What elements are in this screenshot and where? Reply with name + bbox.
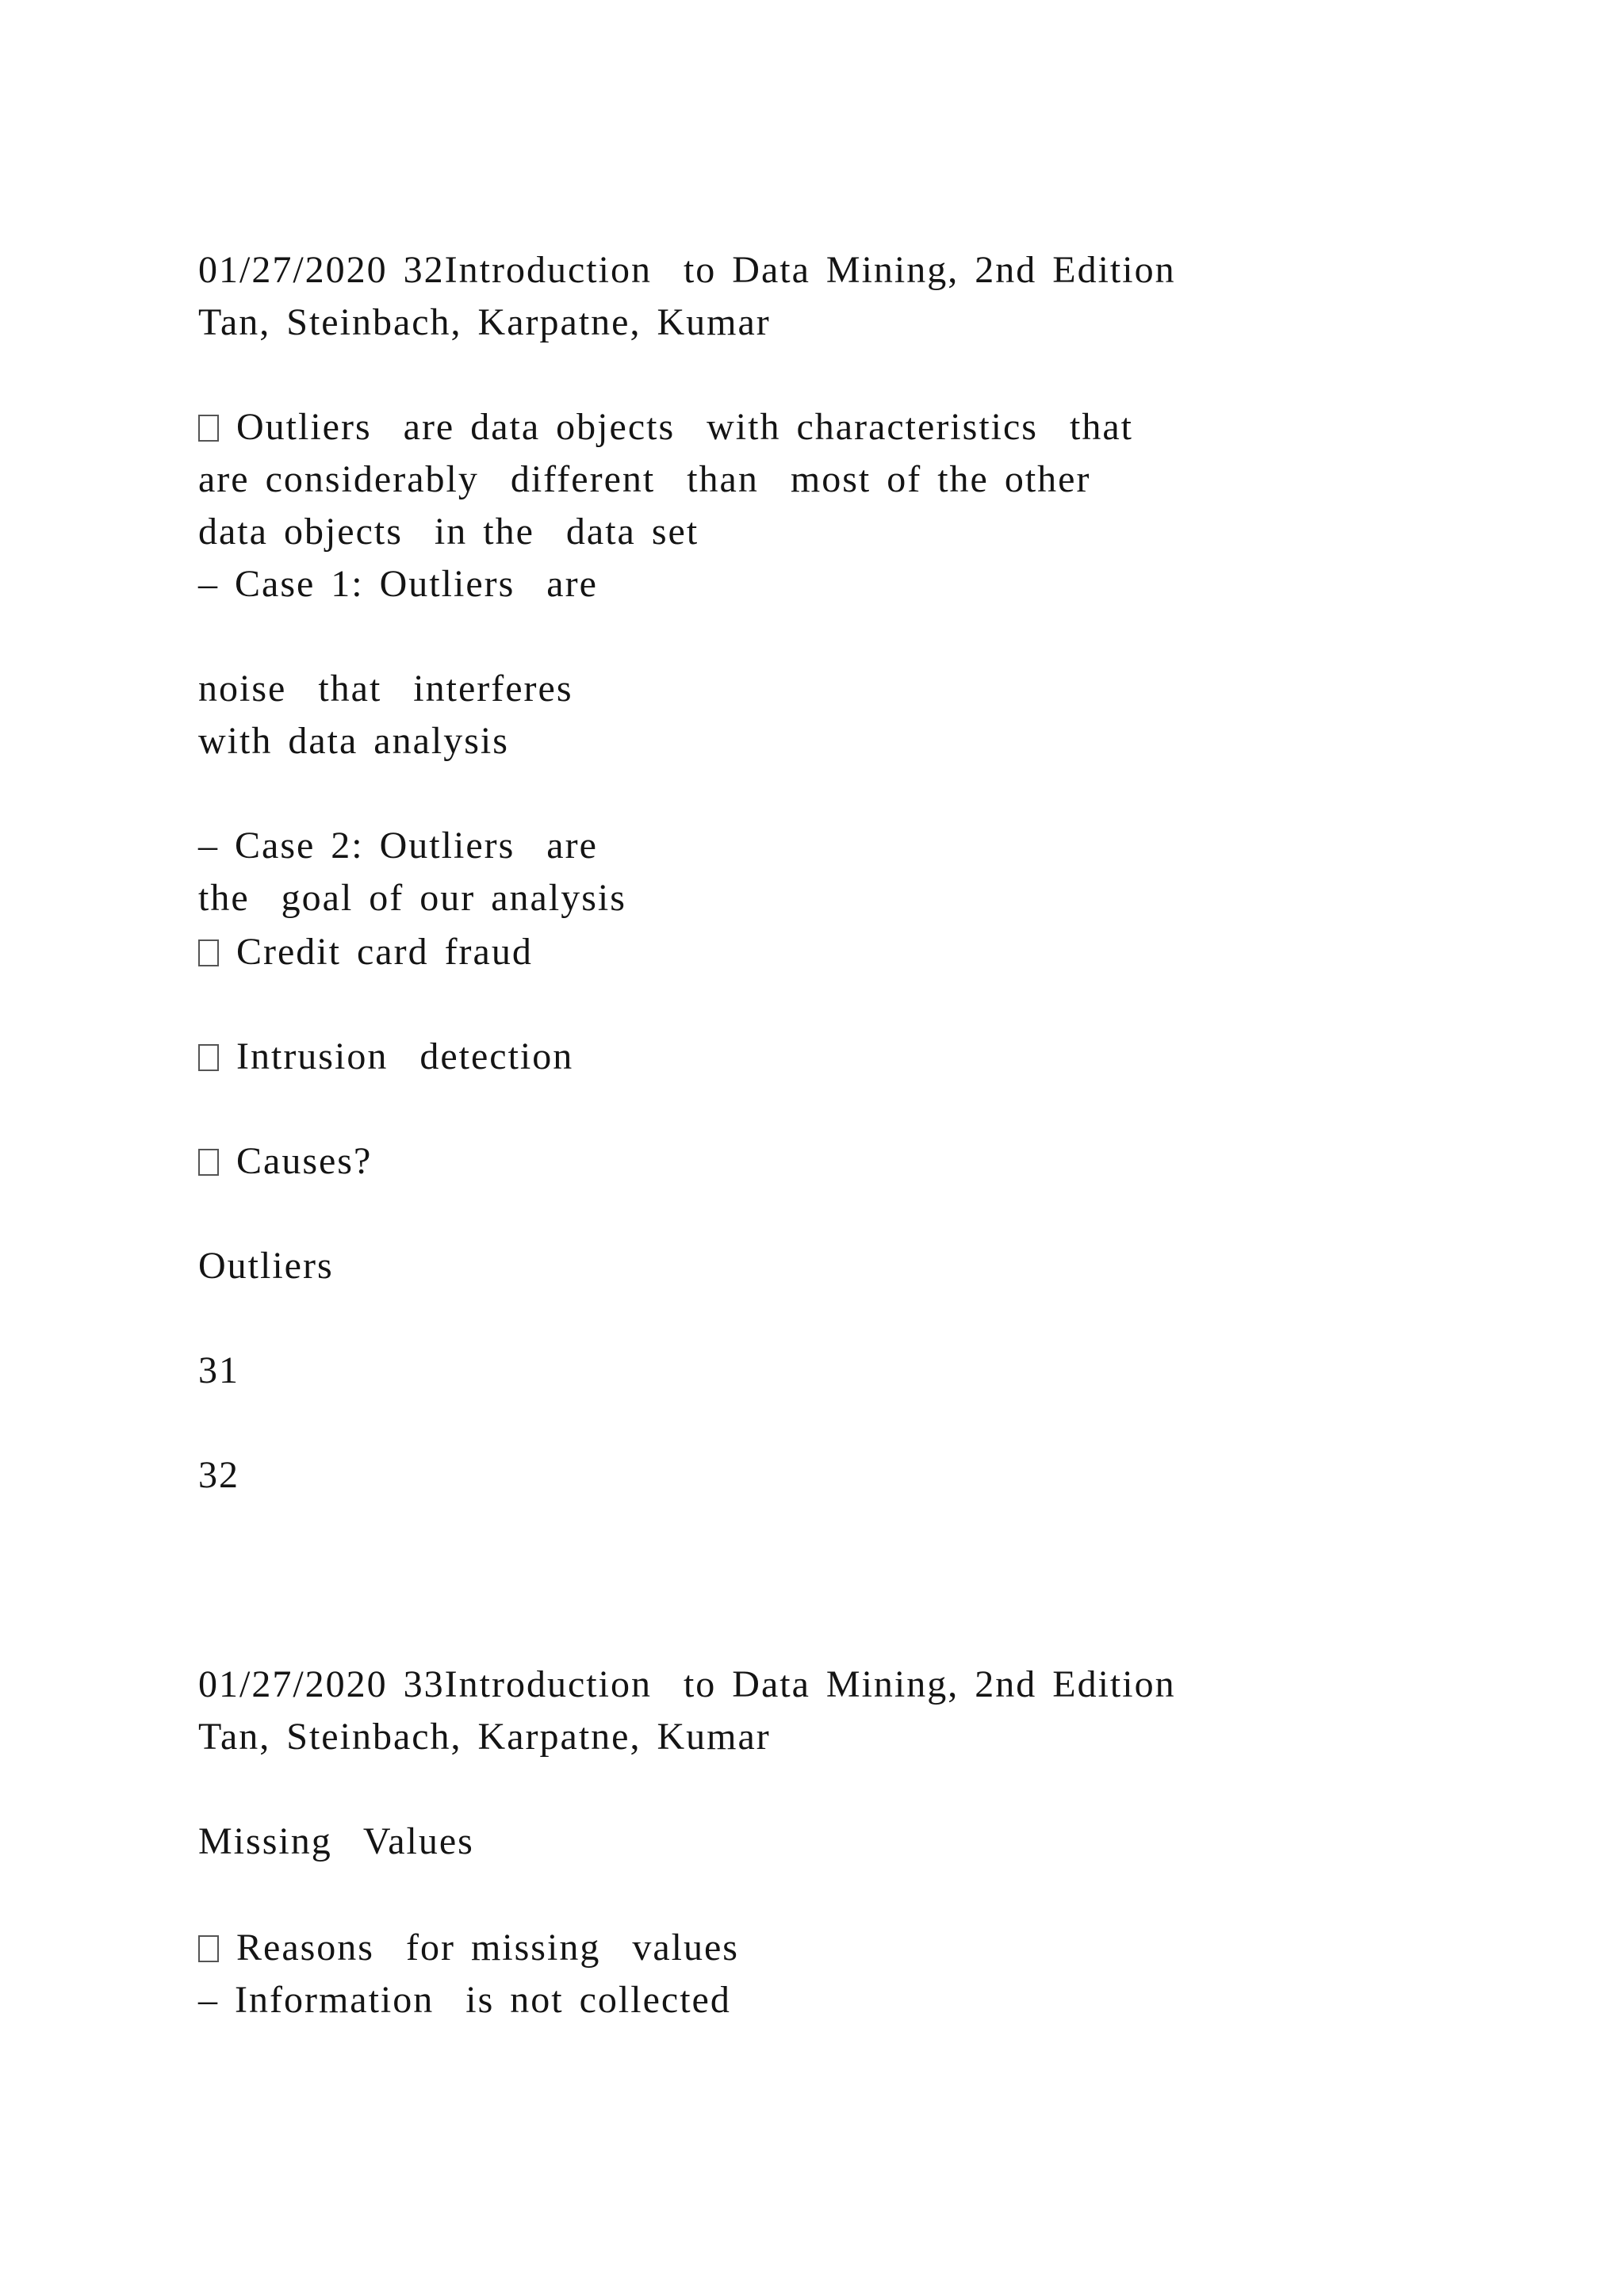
bullet-reasons-missing-values	[198, 1922, 739, 1974]
case1-line2: noise that interferes	[198, 668, 573, 710]
slide-32-title: Outliers	[198, 1245, 334, 1287]
slide-33-header-line1: 01/27/2020 33Introduction to Data Mining, 2nd Edition	[198, 1663, 1176, 1705]
case1-line1: – Case 1: Outliers are	[198, 563, 598, 605]
slide-32-header-line1: 01/27/2020 32Introduction to Data Mining, 2nd Edition	[198, 249, 1176, 291]
case2-line2: the goal of our analysis	[198, 877, 626, 919]
bullet-icon	[198, 939, 219, 966]
slide-33-header-line2: Tan, Steinbach, Karpatne, Kumar	[198, 1716, 771, 1758]
bullet-text: Outliers are data objects with characteristics that	[236, 406, 1133, 448]
definition-line2: are considerably different than most of the other	[198, 458, 1091, 500]
case1-line3: with data analysis	[198, 720, 509, 762]
slide-32-header-line2: Tan, Steinbach, Karpatne, Kumar	[198, 301, 771, 343]
bullet-text: Credit card fraud	[236, 931, 533, 973]
bullet-icon	[198, 1935, 219, 1962]
bullet-intrusion-detection	[198, 1031, 573, 1083]
case2-line1: – Case 2: Outliers are	[198, 825, 598, 867]
bullet-text: Reasons for missing values	[236, 1927, 739, 1969]
bullet-text: Causes?	[236, 1140, 373, 1182]
slide-33-title: Missing Values	[198, 1820, 474, 1862]
bullet-credit-card-fraud	[198, 926, 533, 978]
bullet-icon	[198, 1149, 219, 1176]
bullet-causes	[198, 1135, 372, 1188]
reason-line1: – Information is not collected	[198, 1979, 731, 2021]
page-number-31: 31	[198, 1349, 239, 1391]
definition-line3: data objects in the data set	[198, 511, 699, 553]
bullet-icon	[198, 415, 219, 442]
bullet-outliers-definition	[198, 401, 1133, 453]
bullet-icon	[198, 1044, 219, 1071]
page-number-32: 32	[198, 1454, 239, 1496]
bullet-text: Intrusion detection	[236, 1035, 574, 1077]
